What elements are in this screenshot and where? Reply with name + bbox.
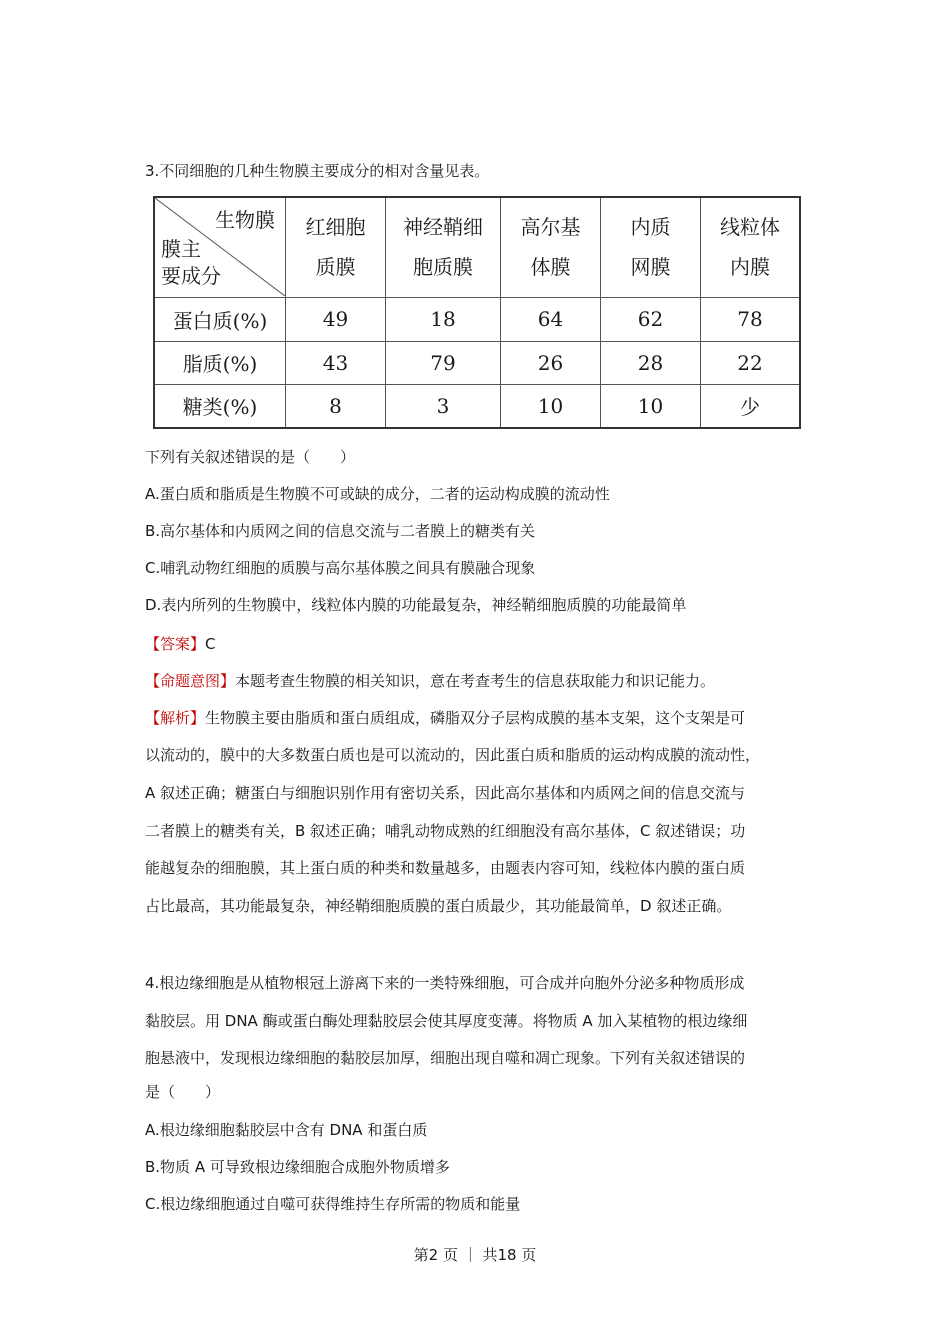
table-cell: 64 (501, 297, 601, 341)
q3-analysis-line-3: A 叙述正确；糖蛋白与细胞识别作用有密切关系，因此高尔基体和内质网之间的信息交流与 (145, 784, 746, 802)
q3-intent (145, 670, 715, 692)
corner-top-label: 生物膜 (215, 208, 275, 232)
col-header-rbc: 红细胞 质膜 (286, 197, 386, 297)
table-cell: 28 (601, 341, 701, 384)
table-cell: 22 (701, 341, 801, 384)
answer-value: C (205, 635, 216, 653)
table-cell: 18 (386, 297, 501, 341)
q4-stem-line-2: 黏胶层。用 DNA 酶或蛋白酶处理黏胶层会使其厚度变薄。将物质 A 加入某植物的根边缘细 (145, 1012, 748, 1030)
q3-answer (145, 633, 216, 655)
q3-title: 3.不同细胞的几种生物膜主要成分的相对含量见表。 (145, 162, 490, 180)
analysis-tag: 【解析】 (145, 709, 206, 727)
q4-stem-line-4: 是（ ） (145, 1083, 221, 1101)
table-row (154, 341, 800, 384)
q3-option-c: C.哺乳动物红细胞的质膜与高尔基体膜之间具有膜融合现象 (145, 559, 536, 577)
table-cell: 26 (501, 341, 601, 384)
table-cell: 少 (701, 384, 801, 428)
table-cell: 78 (701, 297, 801, 341)
table-corner-header (154, 197, 286, 297)
col-header-er: 内质 网膜 (601, 197, 701, 297)
col-header-golgi: 高尔基 体膜 (501, 197, 601, 297)
table-cell: 3 (386, 384, 501, 428)
answer-tag: 【答案】 (145, 635, 206, 653)
q3-option-a: A.蛋白质和脂质是生物膜不可或缺的成分，二者的运动构成膜的流动性 (145, 485, 610, 503)
row-label: 脂质(%) (154, 341, 286, 384)
q3-analysis-line-5: 能越复杂的细胞膜，其上蛋白质的种类和数量越多，由题表内容可知，线粒体内膜的蛋白质 (145, 859, 746, 877)
intent-tag: 【命题意图】 (145, 672, 236, 690)
q4-option-b: B.物质 A 可导致根边缘细胞合成胞外物质增多 (145, 1158, 450, 1176)
table-row (154, 297, 800, 341)
intent-text: 本题考查生物膜的相关知识，意在考查考生的信息获取能力和识记能力。 (235, 672, 716, 690)
table-cell: 62 (601, 297, 701, 341)
q3-stem: 下列有关叙述错误的是（ ） (145, 448, 356, 466)
table-cell: 10 (601, 384, 701, 428)
table-cell: 43 (286, 341, 386, 384)
q3-analysis-line-4: 二者膜上的糖类有关，B 叙述正确；哺乳动物成熟的红细胞没有高尔基体，C 叙述错误；功 (145, 822, 746, 840)
table-cell: 10 (501, 384, 601, 428)
q4-stem-line-3: 胞悬液中，发现根边缘细胞的黏胶层加厚，细胞出现自噬和凋亡现象。下列有关叙述错误的 (145, 1049, 746, 1067)
q3-option-d: D.表内所列的生物膜中，线粒体内膜的功能最复杂，神经鞘细胞质膜的功能最简单 (145, 596, 687, 614)
table-cell: 8 (286, 384, 386, 428)
row-label: 蛋白质(%) (154, 297, 286, 341)
q3-analysis-line-6: 占比最高，其功能最复杂，神经鞘细胞质膜的蛋白质最少，其功能最简单，D 叙述正确。 (145, 897, 732, 915)
table-row (154, 384, 800, 428)
page-footer: 第2 页 ｜ 共18 页 (413, 1246, 537, 1264)
q4-option-c: C.根边缘细胞通过自噬可获得维持生存所需的物质和能量 (145, 1195, 521, 1213)
table-cell: 49 (286, 297, 386, 341)
analysis-text: 生物膜主要由脂质和蛋白质组成，磷脂双分子层构成膜的基本支架，这个支架是可 (205, 709, 746, 727)
q3-analysis-line-2: 以流动的，膜中的大多数蛋白质也是可以流动的，因此蛋白质和脂质的运动构成膜的流动性， (145, 746, 761, 764)
table-cell: 79 (386, 341, 501, 384)
q4-stem-line-1: 4.根边缘细胞是从植物根冠上游离下来的一类特殊细胞，可合成并向胞外分泌多种物质形成 (145, 974, 745, 992)
q3-option-b: B.高尔基体和内质网之间的信息交流与二者膜上的糖类有关 (145, 522, 536, 540)
q3-analysis-line-1 (145, 707, 745, 729)
col-header-nerve-sheath: 神经鞘细 胞质膜 (386, 197, 501, 297)
col-header-mitochondria: 线粒体 内膜 (701, 197, 801, 297)
corner-bottom-label: 膜主 要成分 (161, 237, 221, 288)
membrane-composition-table (153, 196, 801, 429)
q4-option-a: A.根边缘细胞黏胶层中含有 DNA 和蛋白质 (145, 1121, 428, 1139)
row-label: 糖类(%) (154, 384, 286, 428)
